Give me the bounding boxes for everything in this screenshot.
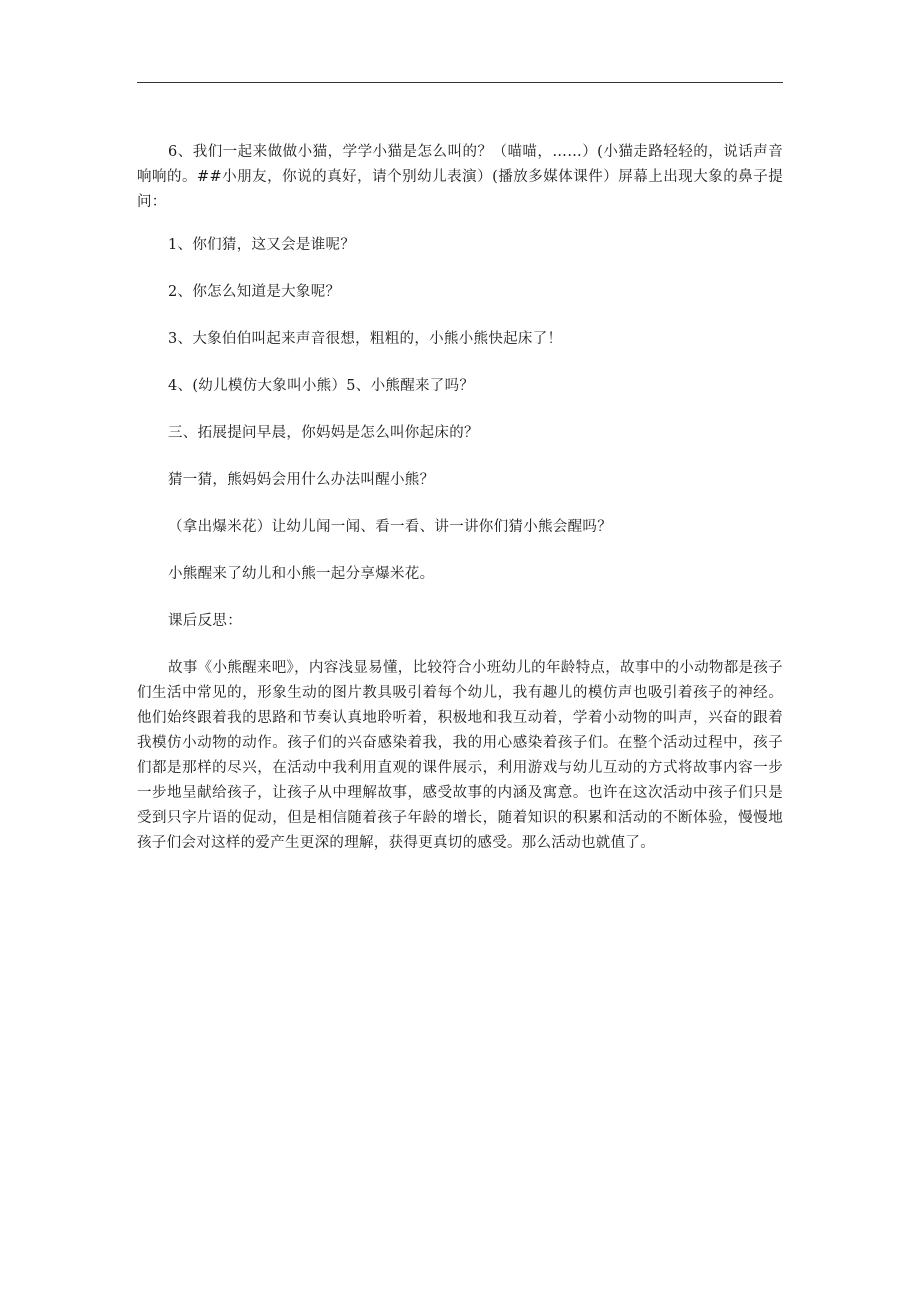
paragraph-guess: 猜一猜，熊妈妈会用什么办法叫醒小熊？: [168, 472, 435, 488]
paragraph-step-6: 6、我们一起来做做小猫，学学小猫是怎么叫的？（喵喵，……）(小猫走路轻轻的，说话声音响响的。##小朋友，你说的真好，请个别幼儿表演）(播放多媒体课件）屏幕上出现大象的鼻子提问：: [137, 144, 783, 210]
paragraph-question-1: 1、你们猜，这又会是谁呢？: [168, 237, 356, 253]
header-divider: [137, 82, 783, 83]
paragraph-question-2: 2、你怎么知道是大象呢？: [168, 284, 341, 300]
paragraph-reflection-heading: 课后反思：: [168, 613, 242, 629]
paragraph-question-3: 3、大象伯伯叫起来声音很想，粗粗的，小熊小熊快起床了！: [168, 331, 563, 347]
paragraph-share: 小熊醒来了幼儿和小熊一起分享爆米花。: [168, 566, 435, 582]
paragraph-popcorn: （拿出爆米花）让幼儿闻一闻、看一看、讲一讲你们猜小熊会醒吗？: [168, 519, 612, 535]
paragraph-section-3: 三、拓展提问早晨，你妈妈是怎么叫你起床的？: [168, 425, 479, 441]
document-body: [137, 140, 783, 874]
paragraph-reflection-body: 故事《小熊醒来吧》，内容浅显易懂，比较符合小班幼儿的年龄特点，故事中的小动物都是孩子们生活中常见的，形象生动的图片教具吸引着每个幼儿，我有趣儿的模仿声也吸引着孩子的神经。他们始终跟着我的思路和节奏认真地聆听着，积极地和我互动着，学着小动物的叫声，兴奋的跟着我模仿小动物的动作。孩子们的兴奋感染着我，我的用心感染着孩子们。在整个活动过程中，孩子们都是那样的尽兴，在活动中我利用直观的课件展示，利用游戏与幼儿互动的方式将故事内容一步一步地呈献给孩子，让孩子从中理解故事，感受故事的内涵及寓意。也许在这次活动中孩子们只是受到只字片语的促动，但是相信随着孩子年龄的增长，随着知识的积累和活动的不断体验，慢慢地孩子们会对这样的爱产生更深的理解，获得更真切的感受。那么活动也就值了。: [137, 660, 783, 851]
paragraph-question-4-5: 4、(幼儿模仿大象叫小熊）5、小熊醒来了吗？: [168, 378, 475, 394]
